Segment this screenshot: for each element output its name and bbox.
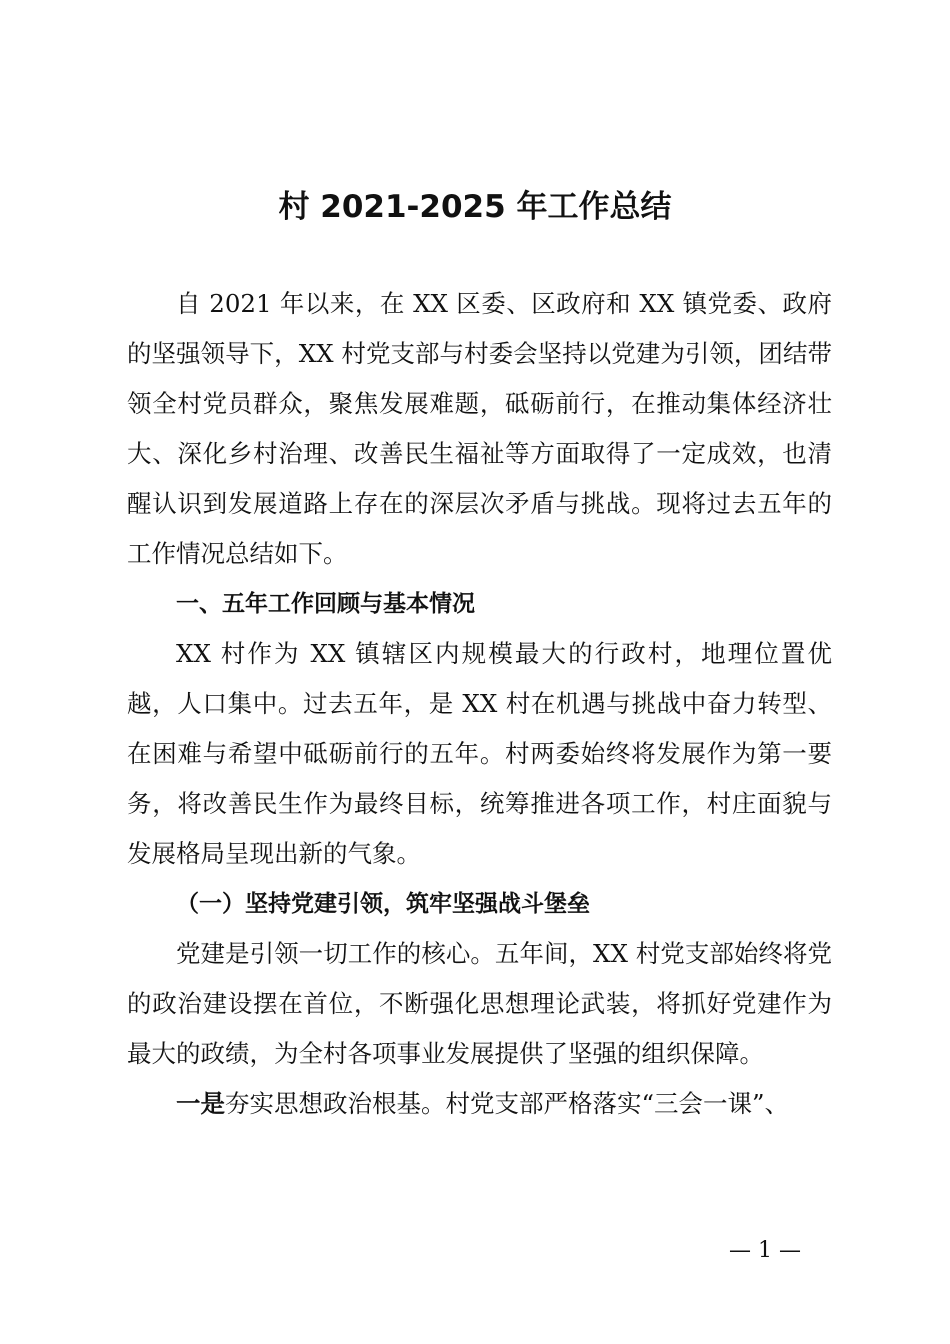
section-heading: 一、五年工作回顾与基本情况 bbox=[176, 591, 475, 617]
page-number: — 1 — bbox=[729, 1238, 801, 1263]
subsection-paragraph: 党建是引领一切工作的核心。五年间，XX 村党支部始终将党的政治建设摆在首位，不断强化思想理论武装，将抓好党建作为最大的政绩，为全村各项事业发展提供了坚强的组织保障。 bbox=[127, 939, 832, 1068]
intro-paragraph: 自 2021 年以来，在 XX 区委、区政府和 XX 镇党委、政府的坚强领导下，XX 村党支部与村委会坚持以党建为引领，团结带领全村党员群众，聚焦发展难题，砥砺前行，在推动集体经济壮大、深化乡村治理、改善民生福祉等方面取得了一定成效，也清醒认识到发展道路上存在的深层次矛盾与挑战。现将过去五年的工作情况总结如下。 bbox=[127, 289, 832, 568]
point-text: 夯实思想政治根基。村党支部严格落实“三会一课”、 bbox=[225, 1089, 790, 1118]
subsection-heading: （一）坚持党建引领，筑牢坚强战斗堡垒 bbox=[176, 891, 590, 917]
section-paragraph: XX 村作为 XX 镇辖区内规模最大的行政村，地理位置优越，人口集中。过去五年，是 XX 村在机遇与挑战中奋力转型、在困难与希望中砥砺前行的五年。村两委始终将发展作为第一要务，将改善民生作为最终目标，统筹推进各项工作，村庄面貌与发展格局呈现出新的气象。 bbox=[127, 639, 832, 868]
document-title: 村 2021-2025 年工作总结 bbox=[278, 189, 672, 225]
document-body bbox=[127, 279, 832, 1129]
point-paragraph bbox=[127, 1079, 832, 1129]
point-lead: 一是 bbox=[176, 1089, 225, 1118]
